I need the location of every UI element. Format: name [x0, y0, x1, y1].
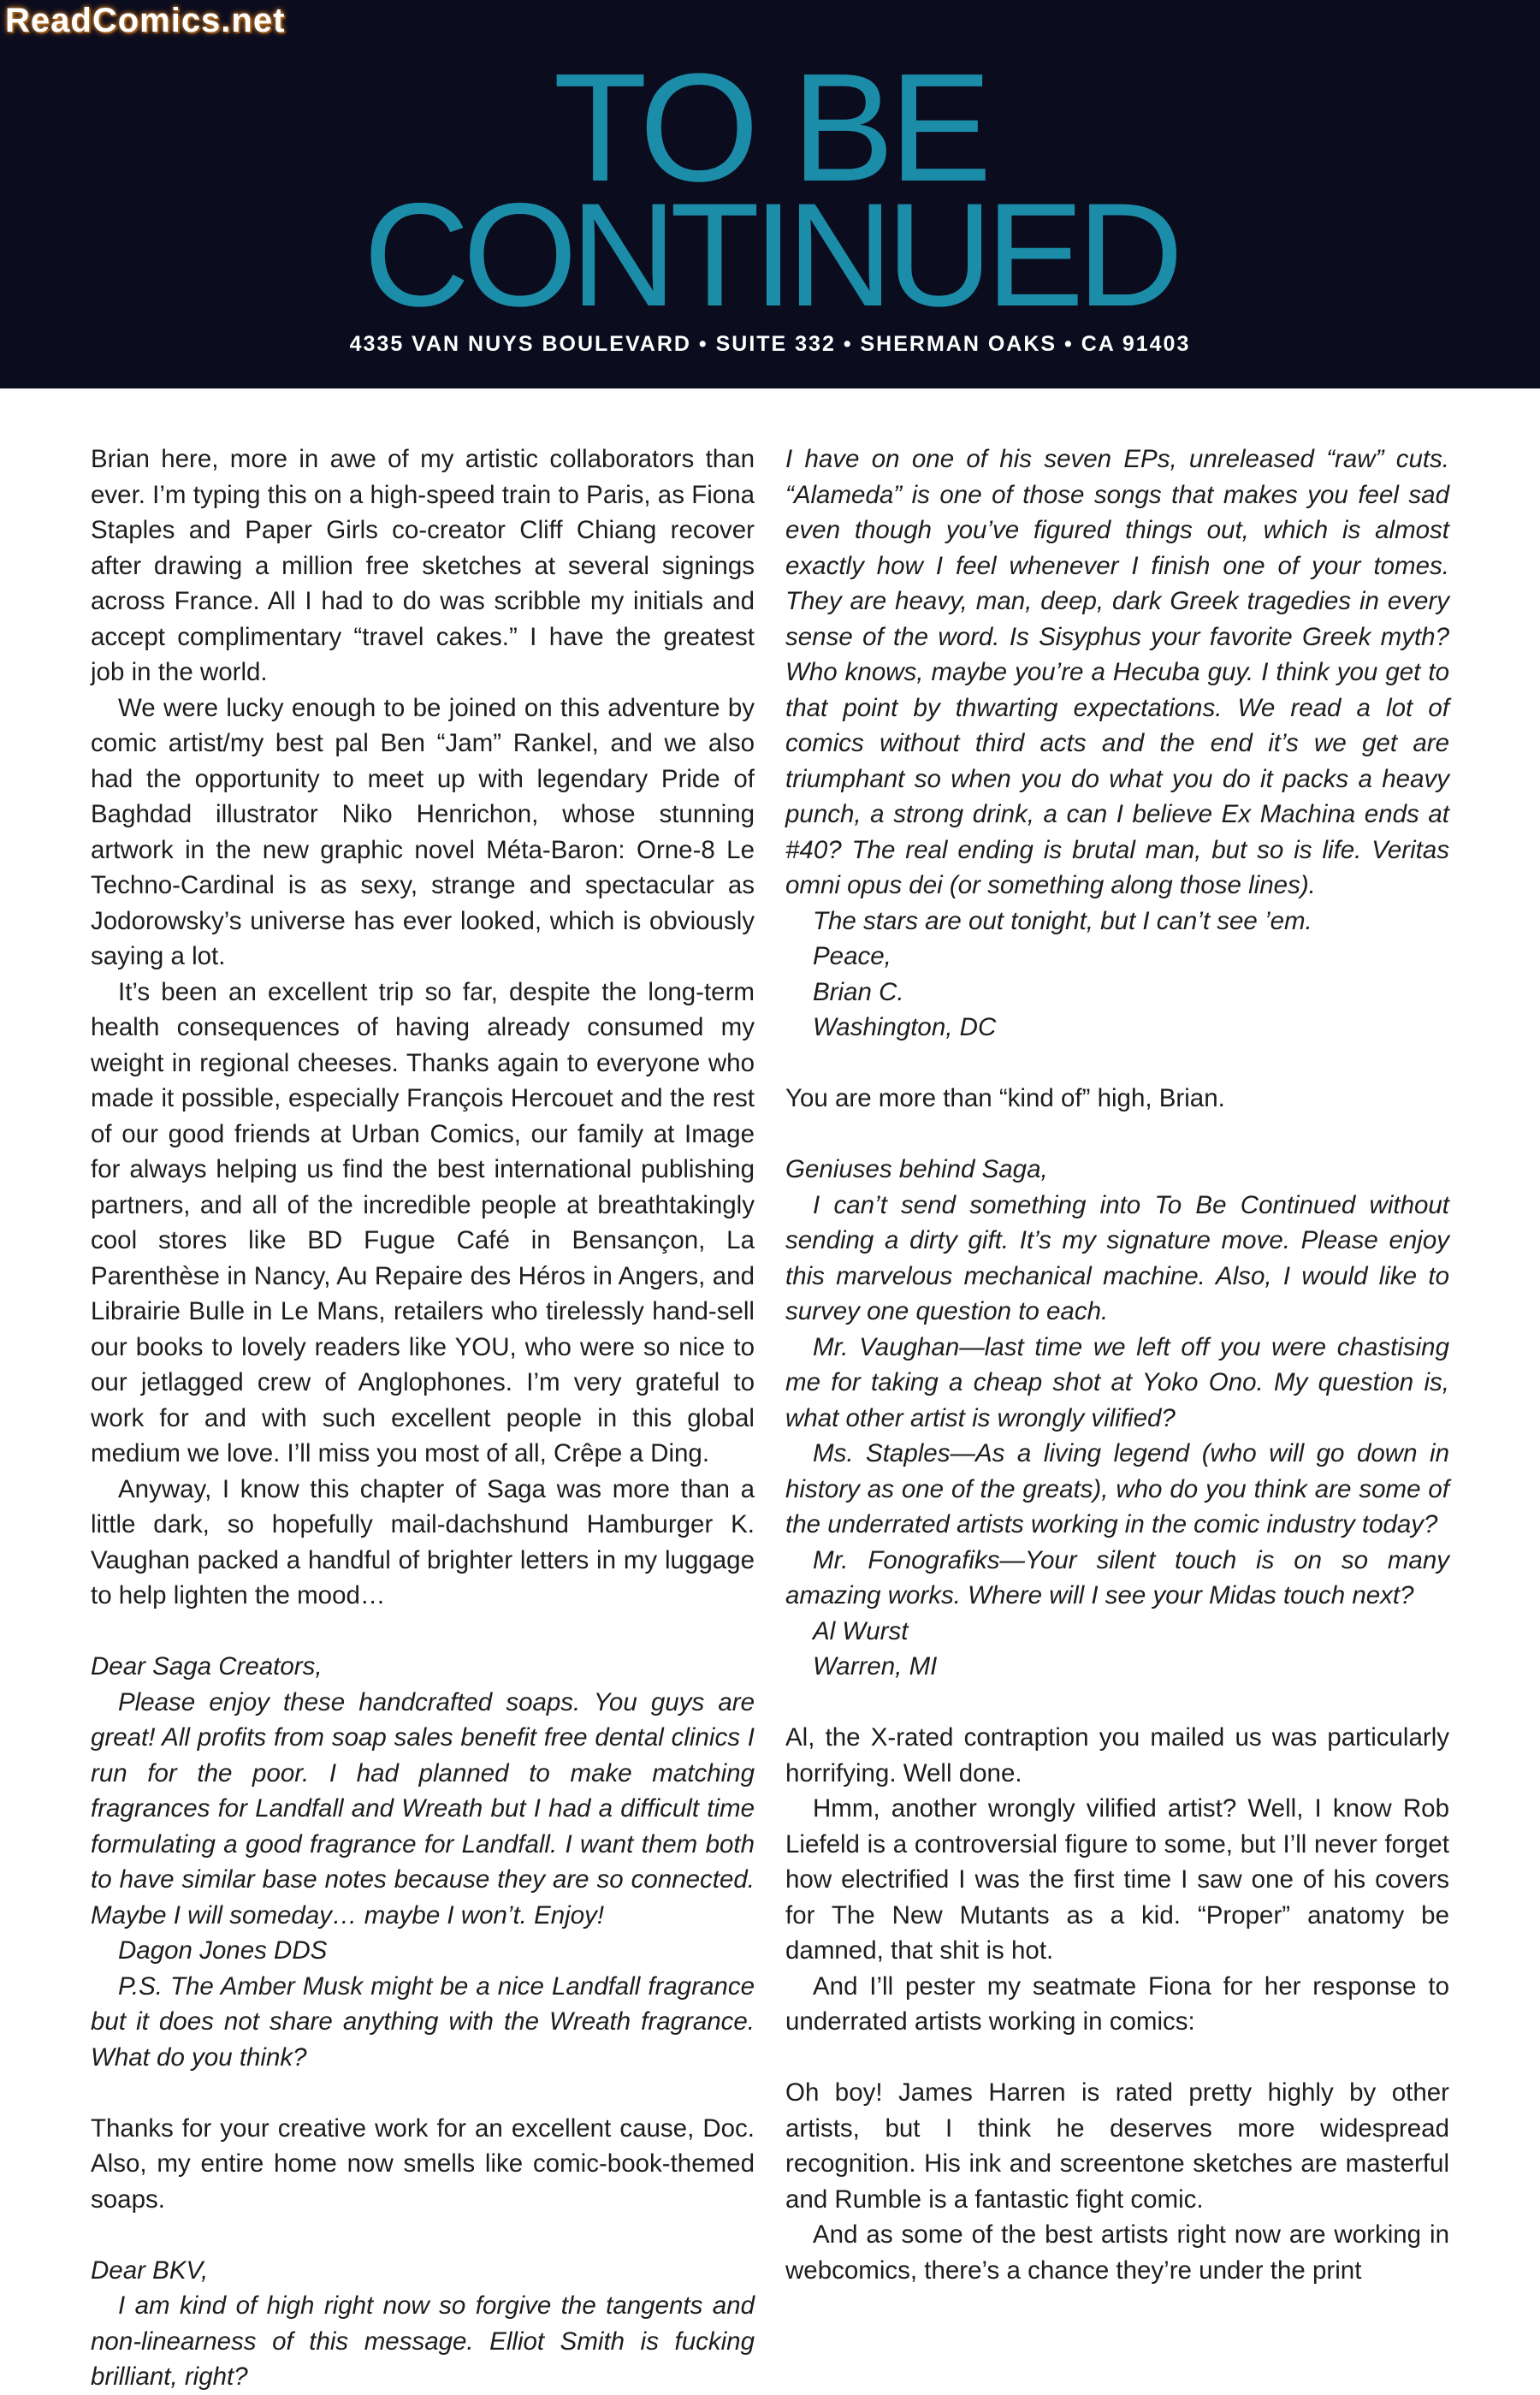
letter-postscript: P.S. The Amber Musk might be a nice Landfall fragrance but it does not share anything with the Wreath fragrance. What do you think?	[91, 1971, 755, 2072]
letter-body: I am kind of high right now so forgive the tangents and non-linearness of this message. Elliot Smith is fucking brilliant, right?	[91, 2291, 755, 2391]
page-title-line1: TO BE	[553, 42, 987, 214]
watermark-logo: ReadComics.net	[5, 2, 286, 39]
page-title-line2: CONTINUED	[363, 173, 1177, 337]
reply-paragraph: And I’ll pester my seatmate Fiona for her response to underrated artists working in comics:	[785, 1971, 1449, 2036]
reply-paragraph: Hmm, another wrongly vilified artist? Well, I know Rob Liefeld is a controversial figure to some, but I’ll never forget how electrified I was the first time I saw one of his covers for The New Mutants as a kid. “Proper” anatomy be damned, that shit is hot.	[785, 1794, 1449, 1965]
letter-body: Mr. Vaughan—last time we left off you were chastising me for taking a cheap shot at Yoko Ono. My question is, what other artist is wrongly vilified?	[785, 1332, 1449, 1432]
letter-signature: Dagon Jones DDS	[118, 1936, 328, 1965]
reply-paragraph: Al, the X-rated contraption you mailed us was particularly horrifying. Well done.	[785, 1723, 1449, 1787]
letter-salutation: Dear BKV,	[91, 2256, 209, 2285]
mailing-address: 4335 VAN NUYS BOULEVARD • SUITE 332 • SHERMAN OAKS • CA 91403	[349, 332, 1191, 356]
quoted-response: Oh boy! James Harren is rated pretty highly by other artists, but I think he deserves more widespread recognition. His ink and screentone sketches are masterful and Rumble is a fantastic fight comic.	[785, 2078, 1449, 2214]
intro-paragraph: Brian here, more in awe of my artistic collaborators than ever. I’m typing this on a high-speed train to Paris, as Fiona Staples and Paper Girls co-creator Cliff Chiang recover after drawing a million free sketches at several signings across France. All I had to do was scribble my initials and accept complimentary “travel cakes.” I have the greatest job in the world.	[91, 445, 755, 686]
letter-signature: Al Wurst	[813, 1616, 909, 1645]
letter-body: I can’t send something into To Be Continued without sending a dirty gift. It’s my signature move. Please enjoy this marvelous mechanical machine. Also, I would like to survey one question to each.	[785, 1190, 1449, 1325]
letter-body: The stars are out tonight, but I can’t see ’em.	[813, 906, 1312, 935]
letter-salutation: Dear Saga Creators,	[91, 1652, 323, 1681]
letter-body: I have on one of his seven EPs, unreleased “raw” cuts. “Alameda” is one of those songs that makes you feel sad even though you’ve figured things out, which is almost exactly how I feel whenever I finish one of your tomes. They are heavy, man, deep, dark Greek tragedies in every sense of the word. Is Sisyphus your favorite Greek myth? Who knows, maybe you’re a Hecuba guy. I think you get to that point by thwarting expectations. We read a lot of comics without third acts and the end it’s we get are triumphant so when you do what you do it packs a heavy punch, a strong drink, a can I believe Ex Machina ends at #40? The real ending is brutal man, but so is life. Veritas omni opus dei (or something along those lines).	[785, 445, 1449, 899]
letter-signature: Brian C.	[813, 977, 904, 1006]
left-column	[91, 442, 755, 2395]
intro-paragraph: We were lucky enough to be joined on this adventure by comic artist/my best pal Ben “Jam” Rankel, and we also had the opportunity to meet up with legendary Pride of Baghdad illustrator Niko Henrichon, whose stunning artwork in the new graphic novel Méta-Baron: Orne-8 Le Techno-Cardinal is as sexy, strange and spectacular as Jodorowsky’s universe has ever looked, which is obviously saying a lot.	[91, 693, 755, 970]
quoted-response: And as some of the best artists right now are working in webcomics, there’s a chance they’re under the print	[785, 2220, 1449, 2285]
intro-paragraph: It’s been an excellent trip so far, despite the long-term health consequences of having already consumed my weight in regional cheeses. Thanks again to everyone who made it possible, especially François Hercouet and the rest of our good friends at Urban Comics, our family at Image for always helping us find the best international publishing partners, and all of the incredible people at breathtakingly cool stores like BD Fugue Café in Bensançon, La Parenthèse in Nancy, Au Repaire des Héros in Angers, and Librairie Bulle in Le Mans, retailers who tirelessly hand-sell our books to lovely readers like YOU, who were so nice to our jetlagged crew of Anglophones. I’m very grateful to work for and with such excellent people in this global medium we love. I’ll miss you most of all, Crêpe a Ding.	[91, 977, 755, 1467]
letter-body: Ms. Staples—As a living legend (who will go down in history as one of the greats), who do you think are some of the underrated artists working in the comic industry today?	[785, 1439, 1449, 1538]
letter-salutation: Geniuses behind Saga,	[785, 1155, 1048, 1183]
intro-paragraph: Anyway, I know this chapter of Saga was more than a little dark, so hopefully mail-dachshund Hamburger K. Vaughan packed a handful of brighter letters in my luggage to help lighten the mood…	[91, 1474, 755, 1610]
letter-location: Warren, MI	[813, 1652, 938, 1681]
letter-location: Washington, DC	[813, 1013, 997, 1041]
letter-body: Please enjoy these handcrafted soaps. You guys are great! All profits from soap sales benefit free dental clinics I run for the poor. I had planned to make matching fragrances for Landfall and Wreath but I had a difficult time formulating a good fragrance for Landfall. I want them both to have similar base notes because they are so connected. Maybe I will someday… maybe I won’t. Enjoy!	[91, 1687, 755, 1930]
letter-body: Mr. Fonografiks—Your silent touch is on so many amazing works. Where will I see your Midas touch next?	[785, 1545, 1449, 1610]
right-column	[785, 442, 1449, 2288]
reply-paragraph: You are more than “kind of” high, Brian.	[785, 1084, 1225, 1112]
header-banner	[0, 0, 1540, 388]
reply-paragraph: Thanks for your creative work for an excellent cause, Doc. Also, my entire home now smells like comic-book-themed soaps.	[91, 2113, 755, 2214]
letter-closing: Peace,	[813, 942, 891, 970]
